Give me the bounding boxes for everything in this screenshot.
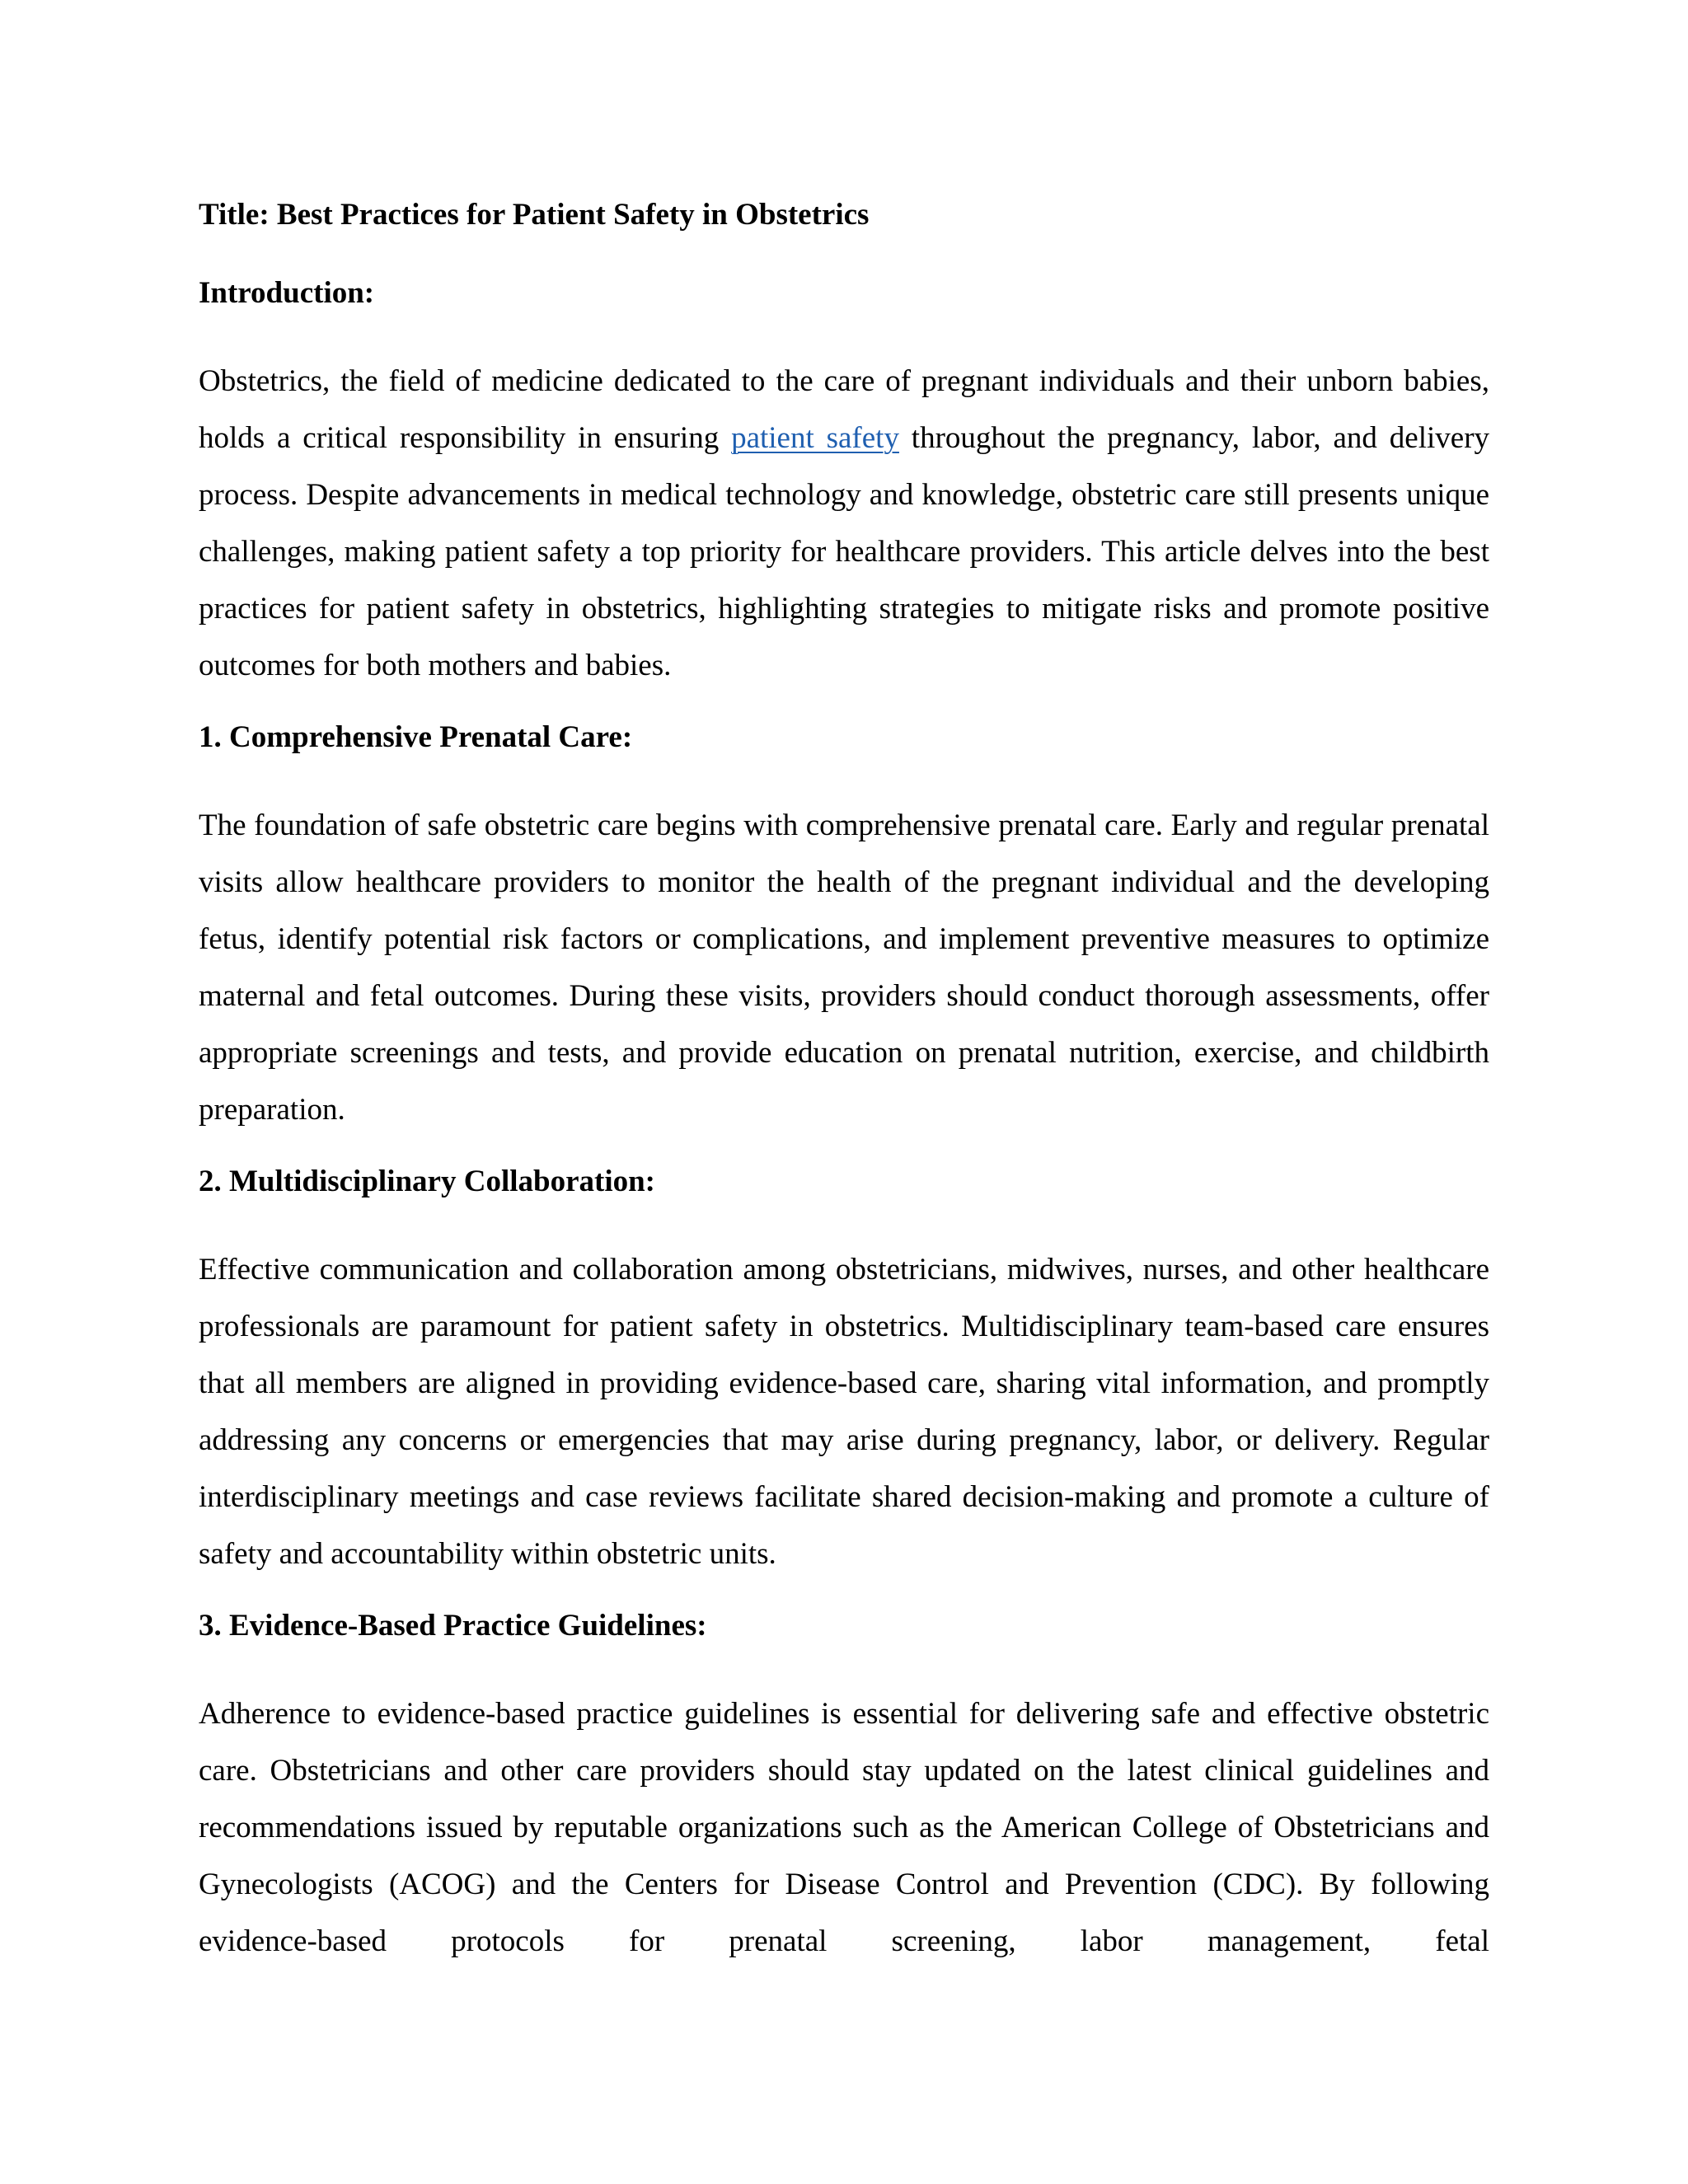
document-title: Title: Best Practices for Patient Safety in Obstetrics — [199, 198, 870, 232]
section-heading-multidisciplinary-collaboration: 2. Multidisciplinary Collaboration: — [199, 1165, 656, 1198]
section-body-evidence-based-guidelines: Adherence to evidence-based practice guidelines is essential for delivering safe and effective obstetric care. Obstetricians and other care providers should stay updated on the latest clinical guidelines and recommendations issued by reputable organizations such as the American College of Obstetricians and Gynecologists (ACOG) and the Centers for Disease Control and Prevention (CDC). By following evidence-based protocols for prenatal screening, labor management, fetal — [199, 1697, 1489, 1958]
section-body-prenatal-care: The foundation of safe obstetric care begins with comprehensive prenatal care. Early and regular prenatal visits allow healthcare providers to monitor the health of the pregnant individual and the developing fetus, identify potential risk factors or complications, and implement preventive measures to optimize maternal and fetal outcomes. During these visits, providers should conduct thorough assessments, offer appropriate screenings and tests, and provide education on prenatal nutrition, exercise, and childbirth preparation. — [199, 808, 1489, 1127]
document-body — [199, 196, 1489, 1970]
introduction-paragraph — [199, 353, 1489, 694]
section-heading-prenatal-care: 1. Comprehensive Prenatal Care: — [199, 720, 633, 754]
section-body-multidisciplinary-collaboration: Effective communication and collaboration among obstetricians, midwives, nurses, and other healthcare professionals are paramount for patient safety in obstetrics. Multidisciplinary team-based care ensures that all members are aligned in providing evidence-based care, sharing vital information, and promptly addressing any concerns or emergencies that may arise during pregnancy, labor, or delivery. Regular interdisciplinary meetings and case reviews facilitate shared decision-making and promote a culture of safety and accountability within obstetric units. — [199, 1253, 1489, 1571]
intro-text-before-link: Obstetrics, the field of medicine dedicated to the care of pregnant individuals and their unborn babies, holds a critical responsibility in ensuring — [199, 364, 1489, 455]
section-heading-evidence-based-guidelines: 3. Evidence-Based Practice Guidelines: — [199, 1609, 707, 1643]
patient-safety-link[interactable]: patient safety — [731, 421, 899, 455]
introduction-heading: Introduction: — [199, 276, 375, 310]
intro-text-after-link: throughout the pregnancy, labor, and delivery process. Despite advancements in medical technology and knowledge, obstetric care still presents unique challenges, making patient safety a top priority for healthcare providers. This article delves into the best practices for patient safety in obstetrics, highlighting strategies to mitigate risks and promote positive outcomes for both mothers and babies. — [199, 421, 1490, 682]
